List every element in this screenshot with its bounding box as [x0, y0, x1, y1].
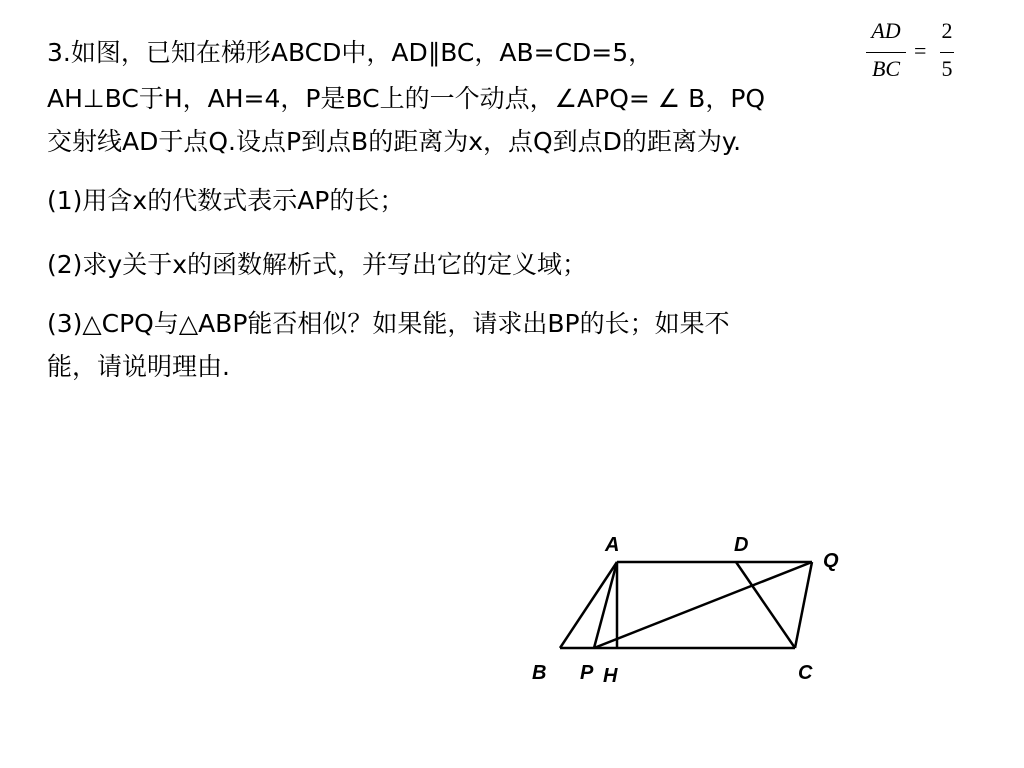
segment-dc: [736, 562, 795, 648]
segment-ap: [594, 562, 617, 648]
label-p: P: [580, 662, 594, 684]
label-c: C: [798, 662, 813, 684]
ratio-value-denominator: 5: [941, 56, 953, 81]
question-1: (1)用含x的代数式表示AP的长；: [47, 186, 405, 215]
question-2: (2)求y关于x的函数解析式，并写出它的定义域；: [47, 250, 588, 279]
label-q: Q: [823, 550, 839, 572]
ratio-equals: =: [914, 38, 927, 63]
question-3-line-2: 能，请说明理由.: [47, 352, 230, 381]
segment-pq: [594, 562, 812, 648]
segment-cq: [795, 562, 812, 648]
segment-ab: [560, 562, 617, 648]
label-d: D: [734, 534, 749, 556]
problem-line-2: AH⊥BC于H，AH=4，P是BC上的一个动点，∠APQ= ∠ B，PQ: [47, 84, 766, 113]
label-a: A: [605, 534, 620, 556]
ratio-denominator: BC: [871, 56, 901, 81]
ratio-numerator: AD: [871, 18, 901, 43]
problem-line-1: 3.如图，已知在梯形ABCD中，AD∥BC，AB=CD=5，: [47, 38, 654, 67]
ratio-value-numerator: 2: [941, 18, 953, 43]
label-h: H: [603, 665, 618, 687]
problem-line-3: 交射线AD于点Q.设点P到点B的距离为x，点Q到点D的距离为y.: [47, 127, 742, 156]
question-3-line-1: (3)△CPQ与△ABP能否相似？如果能，请求出BP的长；如果不: [47, 309, 730, 338]
label-b: B: [532, 662, 547, 684]
